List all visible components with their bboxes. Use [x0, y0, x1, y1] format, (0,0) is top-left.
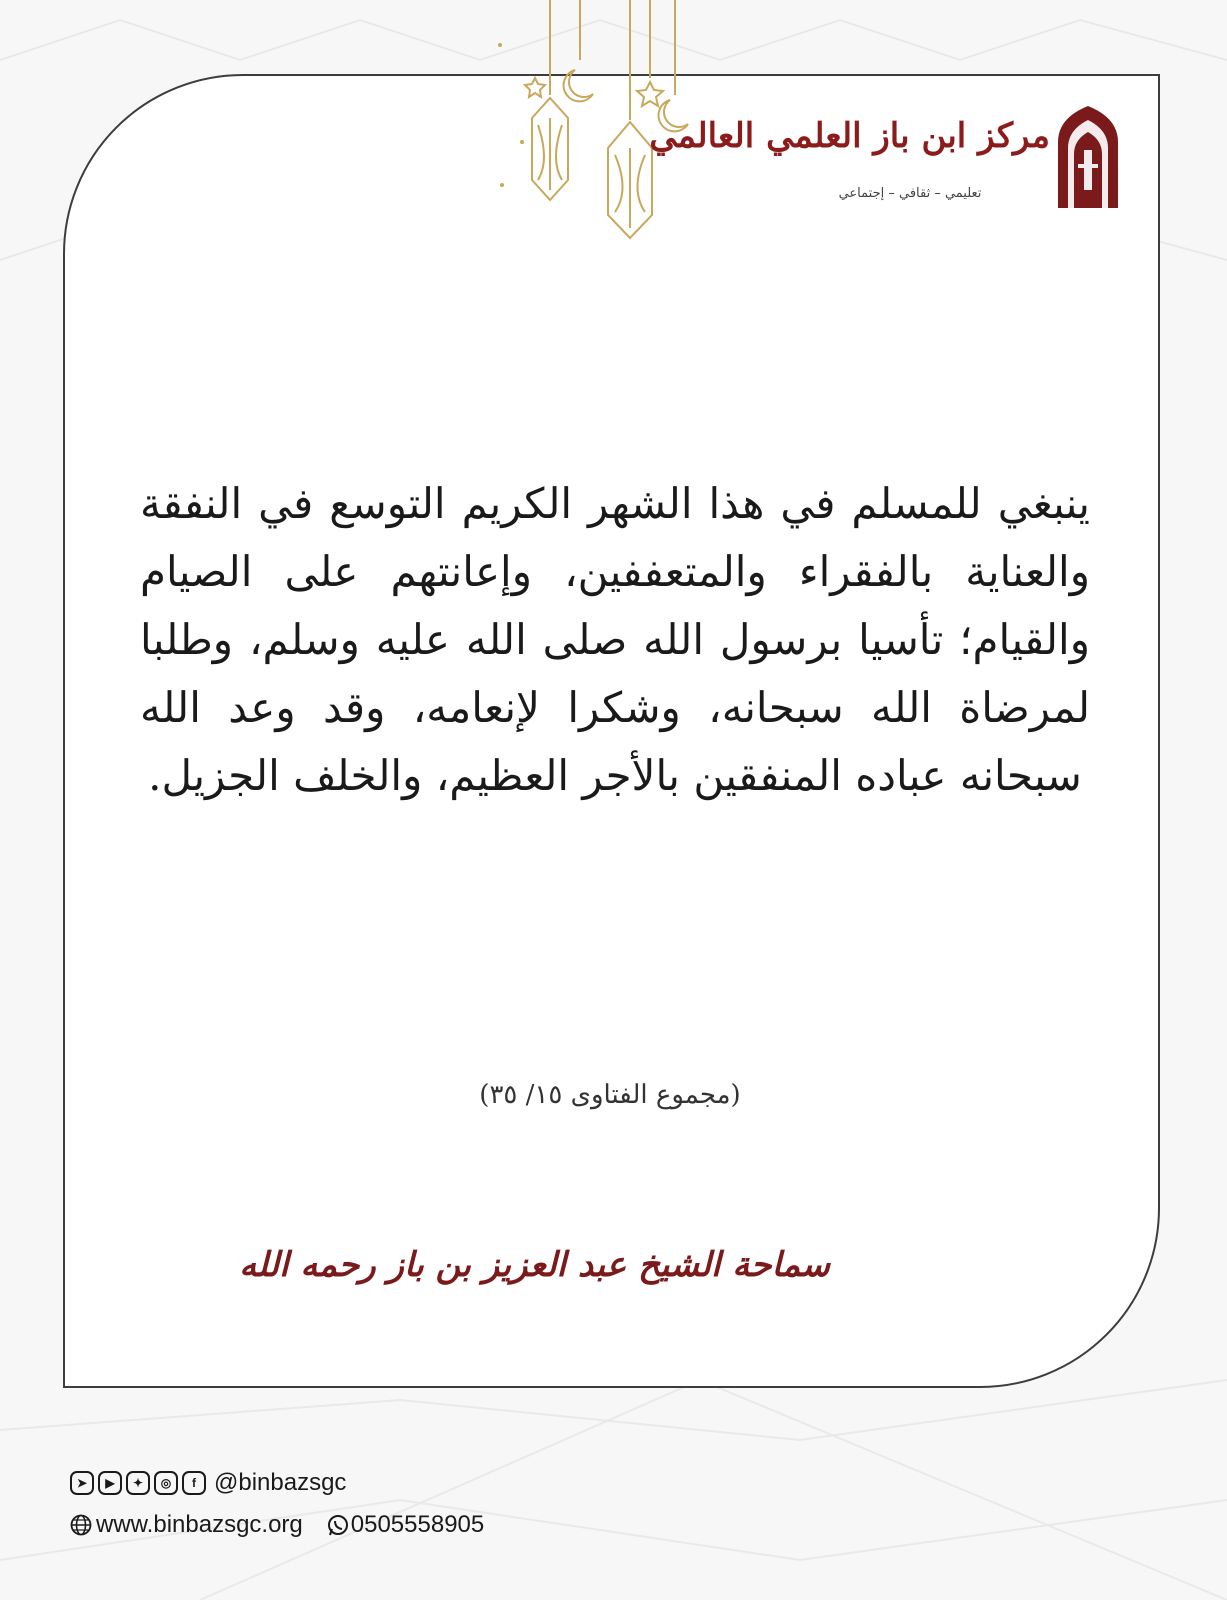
social-row: [70, 1468, 346, 1498]
logo: [649, 98, 1120, 218]
instagram-icon[interactable]: ◎: [154, 1471, 178, 1495]
facebook-icon[interactable]: f: [182, 1471, 206, 1495]
twitter-icon[interactable]: ✦: [126, 1471, 150, 1495]
contact-row: [70, 1510, 484, 1540]
logo-subtitle: تعليمي – ثقافي – إجتماعي: [838, 186, 982, 201]
youtube-icon[interactable]: ▶: [98, 1471, 122, 1495]
globe-icon: [70, 1514, 92, 1536]
social-handle[interactable]: @binbazsgc: [214, 1469, 347, 1496]
signature: سماحة الشيخ عبد العزيز بن باز رحمه الله: [239, 1245, 830, 1285]
mosque-icon: [1056, 104, 1120, 208]
telegram-icon[interactable]: ➤: [70, 1471, 94, 1495]
website-link[interactable]: www.binbazsgc.org: [96, 1511, 303, 1538]
whatsapp-icon: [327, 1514, 349, 1536]
footer: [70, 1468, 590, 1548]
phone-number[interactable]: 0505558905: [350, 1511, 485, 1538]
main-quote: ينبغي للمسلم في هذا الشهر الكريم التوسع في النفقة والعناية بالفقراء والمتعففين، وإعانتهم على الصيام والقيام؛ تأسيا برسول الله صلى الله عليه وسلم، وطلبا لمرضاة الله سبحانه، وشكرا لإنعامه، وقد وعد الله سبحانه عباده المنفقين بالأجر العظيم، والخلف الجزيل.: [140, 479, 1090, 800]
source-citation: (مجموع الفتاوى ١٥/ ٣٥): [479, 1080, 741, 1110]
logo-title: مركز ابن باز العلمي العالمي: [649, 116, 1050, 156]
